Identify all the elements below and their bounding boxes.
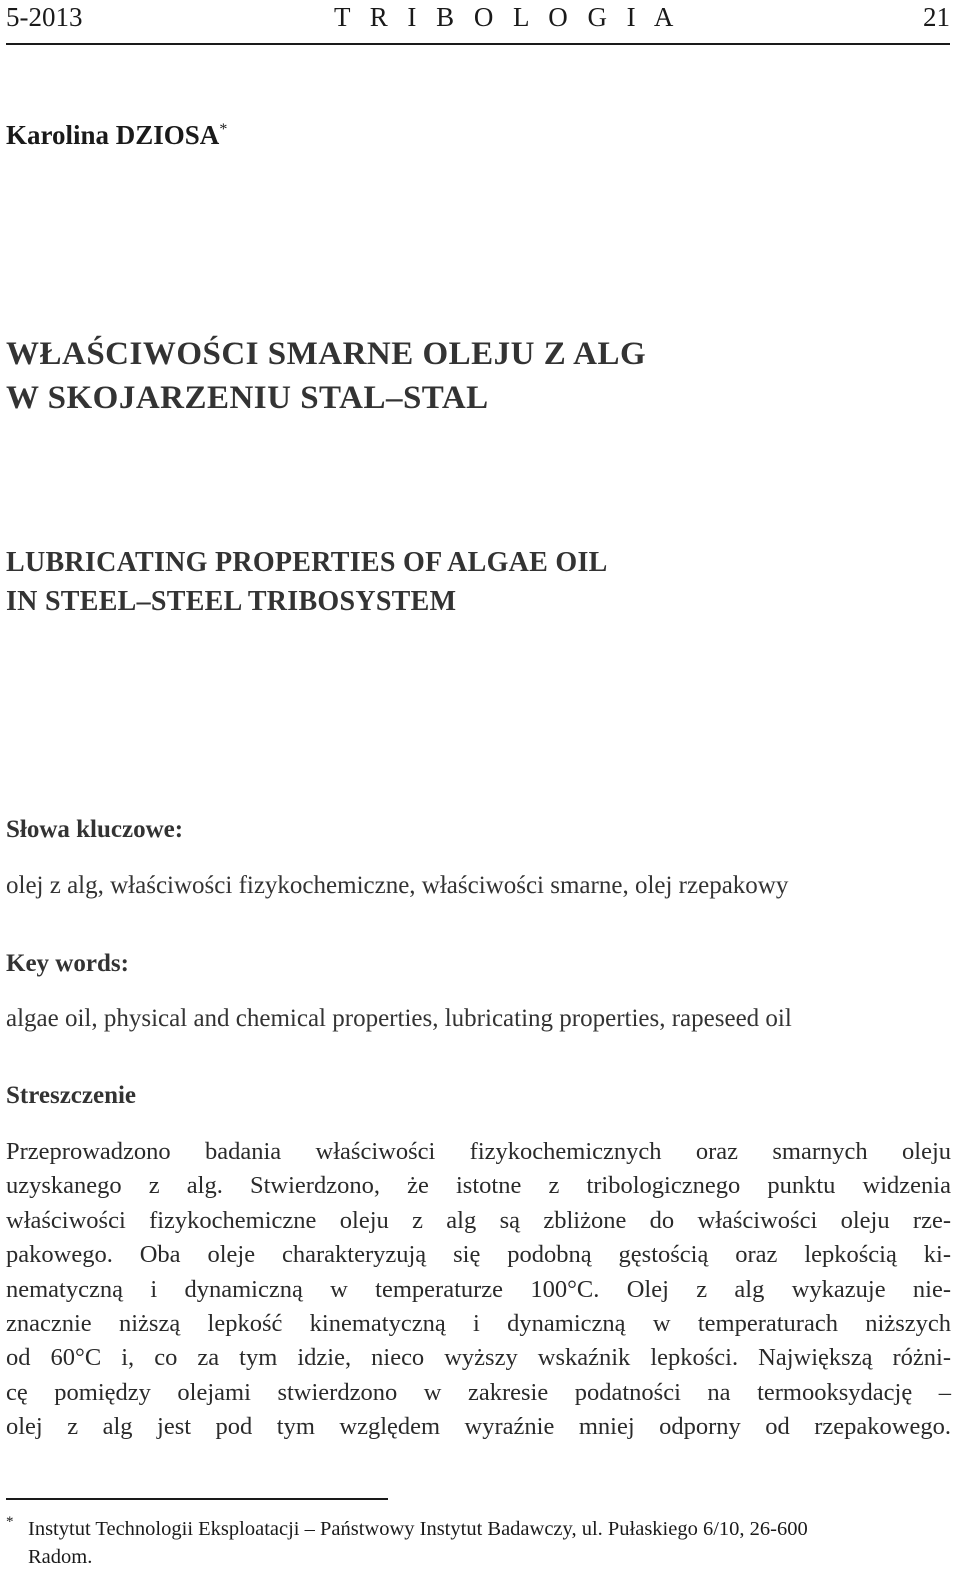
footnote-rule — [6, 1498, 388, 1500]
affiliation-footnote — [6, 1515, 951, 1571]
abstract-heading: Streszczenie — [6, 1082, 137, 1109]
title-english-line-2: IN STEEL–STEEL TRIBOSYSTEM — [6, 586, 457, 617]
abstract-line: cę pomiędzy olejami stwierdzono w zakresie podatności na termooksydację – — [6, 1378, 951, 1406]
abstract-line: od 60°C i, co za tym idzie, nieco wyższy wskaźnik lepkości. Największą różni- — [6, 1344, 951, 1372]
page-number: 21 — [923, 2, 950, 32]
title-polish-line-2: W SKOJARZENIU STAL–STAL — [6, 380, 489, 416]
issue-number: 5-2013 — [6, 2, 83, 32]
title-polish-line-1: WŁAŚCIWOŚCI SMARNE OLEJU Z ALG — [6, 336, 647, 372]
header-rule — [6, 43, 950, 45]
running-header — [6, 0, 950, 40]
abstract-line: właściwości fizykochemiczne oleju z alg są zbliżone do właściwości oleju rze- — [6, 1206, 951, 1234]
author-line — [6, 110, 227, 155]
footnote-line-1: Instytut Technologii Eksploatacji – Państwowy Instytut Badawczy, ul. Pułaskiego 6/10, 26-600 — [28, 1518, 808, 1540]
abstract-line: Przeprowadzono badania właściwości fizykochemicznych oraz smarnych oleju — [6, 1138, 951, 1165]
keywords-english-text: algae oil, physical and chemical properties, lubricating properties, rapeseed oil — [6, 1005, 792, 1032]
keywords-english-label: Key words: — [6, 950, 129, 977]
author-footnote-mark: * — [219, 121, 228, 138]
title-english-line-1: LUBRICATING PROPERTIES OF ALGAE OIL — [6, 547, 608, 578]
abstract-line: uzyskanego z alg. Stwierdzono, że istotne z tribologicznego punktu widzenia — [6, 1172, 951, 1200]
abstract-line: znacznie niższą lepkość kinematyczną i dynamiczną w temperaturach niższych — [6, 1310, 951, 1338]
abstract-line: olej z alg jest pod tym względem wyraźnie mniej odporny od rzepakowego. — [6, 1413, 951, 1441]
journal-name: T R I B O L O G I A — [334, 2, 680, 32]
author-name: Karolina DZIOSA — [6, 120, 220, 150]
abstract-line: nematyczną i dynamiczną w temperaturze 100°C. Olej z alg wykazuje nie- — [6, 1275, 951, 1303]
title-english — [6, 543, 608, 621]
footnote-line-2: Radom. — [28, 1546, 93, 1568]
footnote-mark: * — [6, 1514, 14, 1530]
abstract-line: pakowego. Oba oleje charakteryzują się podobną gęstością oraz lepkością ki- — [6, 1241, 951, 1269]
keywords-polish-text: olej z alg, właściwości fizykochemiczne, właściwości smarne, olej rzepakowy — [6, 872, 789, 899]
keywords-polish-label: Słowa kluczowe: — [6, 816, 184, 843]
abstract-body — [6, 1135, 951, 1445]
title-polish — [6, 332, 646, 420]
